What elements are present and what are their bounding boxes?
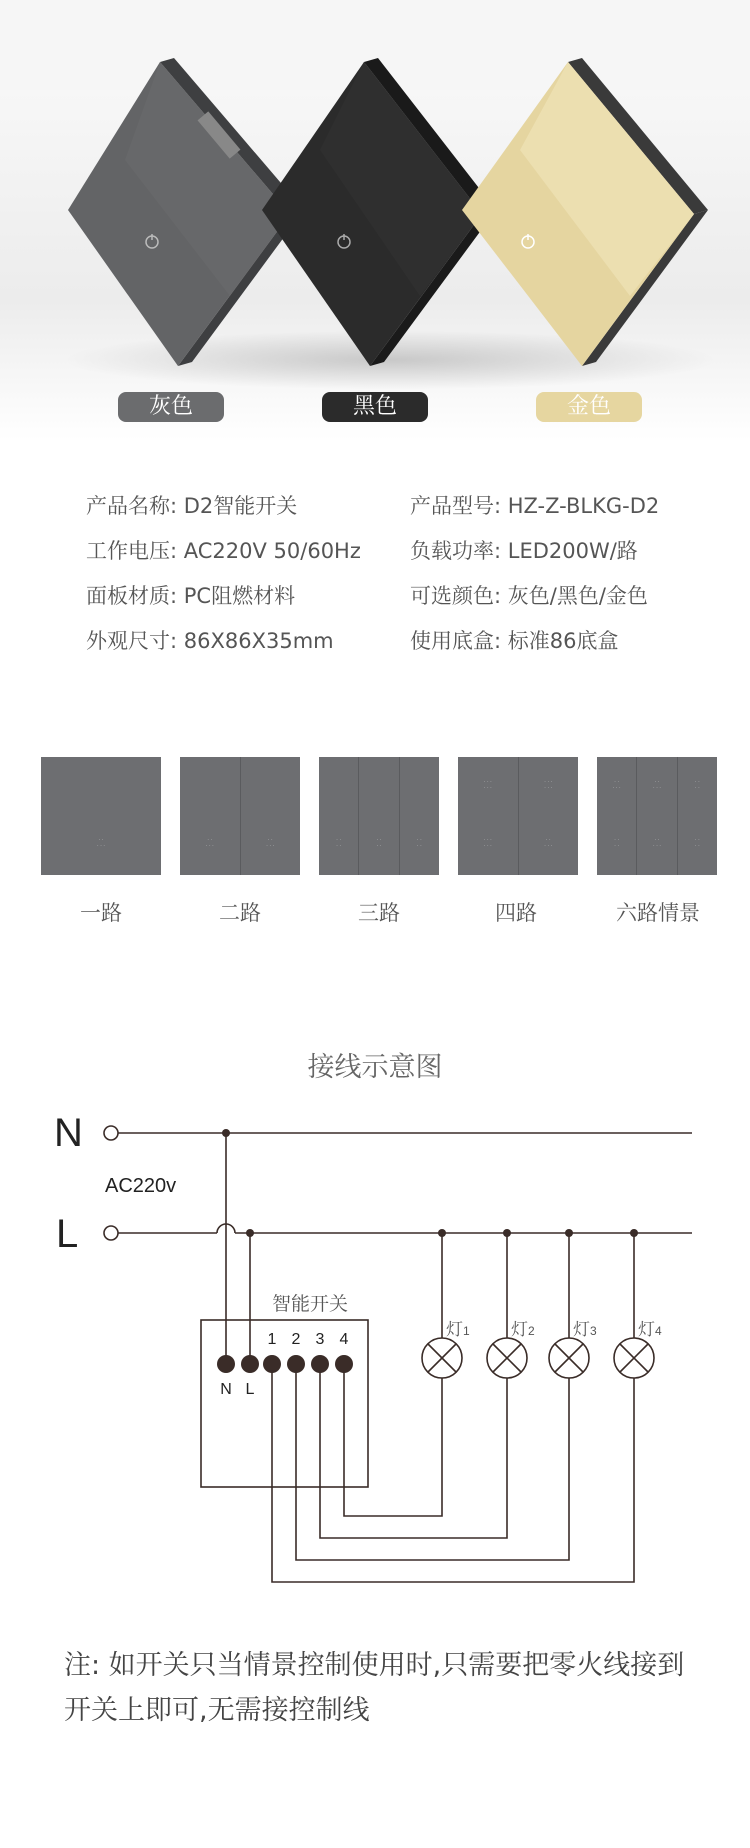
gang-name-1: 一路 — [80, 901, 122, 925]
spec-colors: 可选颜色: 灰色/黑色/金色 — [410, 584, 648, 608]
gang-panel-2: · · · · · · · · · · — [180, 757, 300, 875]
gang-panel-1: · · · · · — [41, 757, 161, 875]
gang-panel-3: · · · · · · · · · · · · — [319, 757, 439, 875]
terminal-l: L — [245, 1381, 255, 1398]
spec-dimensions: 外观尺寸: 86X86X35mm — [86, 629, 334, 653]
diagram-title: 接线示意图 — [307, 1052, 443, 1083]
gang-name-6: 六路情景 — [616, 901, 700, 925]
terminal-3: 3 — [315, 1331, 325, 1348]
black-switch-panel — [262, 58, 496, 366]
lamp-label-4: 灯4 — [638, 1320, 662, 1339]
usage-note: 注: 如开关只当情景控制使用时,只需要把零火线接到开关上即可,无需接控制线 — [64, 1650, 685, 1726]
swatch-grey: 灰色 — [118, 392, 224, 422]
product-hero — [0, 0, 750, 440]
n-label: N — [54, 1111, 83, 1155]
gang-name-4: 四路 — [495, 901, 537, 925]
gang-name-3: 三路 — [358, 901, 400, 925]
spec-box: 使用底盒: 标准86底盒 — [410, 629, 619, 653]
terminal-4: 4 — [339, 1331, 349, 1348]
gang-name-2: 二路 — [219, 901, 261, 925]
voltage-label: AC220v — [105, 1175, 177, 1197]
spec-voltage: 工作电压: AC220V 50/60Hz — [86, 539, 361, 563]
lamp-label-1: 灯1 — [446, 1320, 470, 1339]
l-label: L — [56, 1212, 79, 1256]
spec-model: 产品型号: HZ-Z-BLKG-D2 — [410, 494, 660, 518]
gold-switch-panel — [462, 58, 708, 366]
terminal-n: N — [220, 1381, 232, 1398]
swatch-black: 黑色 — [322, 392, 428, 422]
spec-material: 面板材质: PC阻燃材料 — [86, 584, 296, 608]
switch-label: 智能开关 — [271, 1294, 349, 1315]
lamp-label-3: 灯3 — [573, 1320, 597, 1339]
terminal-2: 2 — [291, 1331, 301, 1348]
switch-panels-illustration — [0, 0, 750, 440]
spec-load: 负载功率: LED200W/路 — [410, 539, 638, 563]
lamp-label-2: 灯2 — [511, 1320, 535, 1339]
gang-panel-6: · · · · · · · · · · · · · · · · · · · · · · · · · · · — [597, 757, 717, 875]
gang-panel-4: · · · · · · · · · · · · · · · · · · · · · · · — [458, 757, 578, 875]
terminal-1: 1 — [267, 1331, 277, 1348]
wiring-diagram — [0, 1100, 750, 1660]
spec-product-name: 产品名称: D2智能开关 — [86, 494, 298, 518]
swatch-gold: 金色 — [536, 392, 642, 422]
